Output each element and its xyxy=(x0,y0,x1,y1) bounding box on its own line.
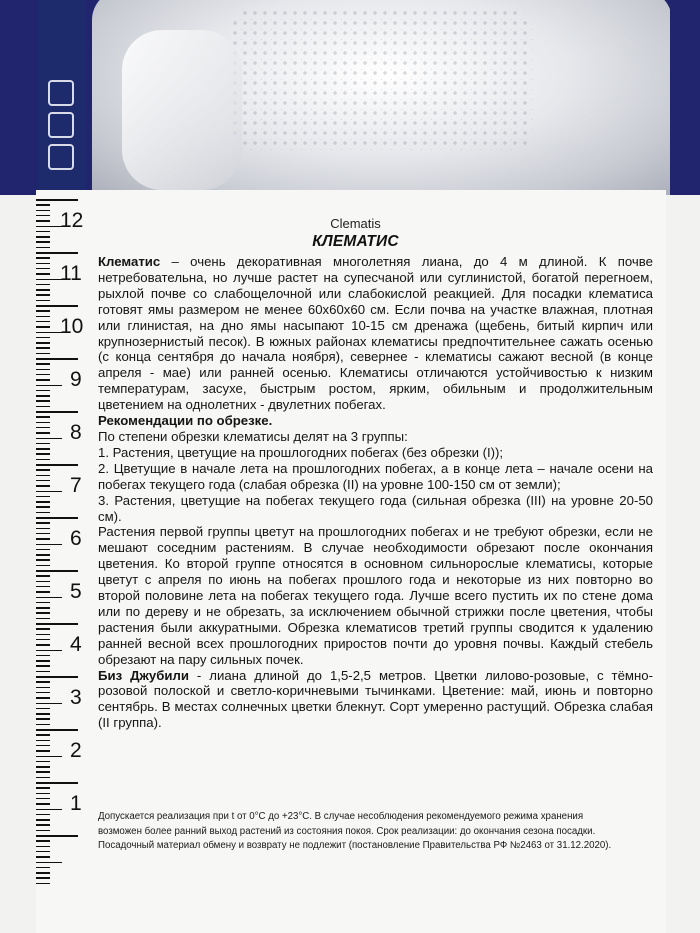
ruler-tick xyxy=(36,263,50,265)
ruler-tick xyxy=(36,612,50,614)
ruler-tick xyxy=(36,506,50,508)
ruler-tick xyxy=(36,332,62,334)
ruler-tick xyxy=(36,787,50,789)
ruler-tick xyxy=(36,321,50,323)
notice-line: Допускается реализация при t от 0°С до +23°С. В случае несоблюдения рекомендуемого режима хранения xyxy=(98,811,584,822)
ruler-tick xyxy=(36,469,50,471)
ruler-tick xyxy=(36,877,50,879)
package-icon xyxy=(48,144,74,170)
ruler-tick xyxy=(36,522,50,524)
ruler-tick xyxy=(36,793,50,795)
ruler-tick xyxy=(36,342,50,344)
ruler-tick xyxy=(36,761,50,763)
ruler-tick xyxy=(36,665,50,667)
ruler-tick xyxy=(36,400,50,402)
ruler-tick xyxy=(36,395,50,397)
package-edge xyxy=(670,0,700,195)
ruler-tick xyxy=(36,703,62,705)
ruler-tick xyxy=(36,835,78,837)
ruler-tick xyxy=(36,273,50,275)
ruler-label: 6 xyxy=(70,527,82,550)
ruler-tick xyxy=(36,210,50,212)
ruler-tick xyxy=(36,862,62,864)
ruler-tick xyxy=(36,724,50,726)
ruler-tick xyxy=(36,766,50,768)
ruler-tick xyxy=(36,427,50,429)
ruler-tick xyxy=(36,840,50,842)
ruler-tick xyxy=(36,448,50,450)
ruler-tick xyxy=(36,310,50,312)
ruler-tick xyxy=(36,771,50,773)
ruler-tick xyxy=(36,639,50,641)
ruler-tick xyxy=(36,411,78,413)
ruler-tick xyxy=(36,491,62,493)
ruler-tick xyxy=(36,390,50,392)
ruler-tick xyxy=(36,718,50,720)
ruler-tick xyxy=(36,279,62,281)
ruler-tick xyxy=(36,814,50,816)
ruler-tick xyxy=(36,597,62,599)
ruler-tick xyxy=(36,681,50,683)
ruler-tick xyxy=(36,284,50,286)
ruler-tick xyxy=(36,872,50,874)
ruler-tick xyxy=(36,316,50,318)
ruler-tick xyxy=(36,782,78,784)
ruler-tick xyxy=(36,851,50,853)
ruler-tick xyxy=(36,830,50,832)
ruler-tick xyxy=(36,305,78,307)
variety-paragraph xyxy=(98,668,653,732)
ruler-tick xyxy=(36,671,50,673)
ruler-tick xyxy=(36,655,50,657)
ruler-tick xyxy=(36,268,50,270)
page-title: КЛЕМАТИС xyxy=(312,233,399,250)
ruler-tick xyxy=(36,347,50,349)
ruler-tick xyxy=(36,432,50,434)
pruning-heading-text: Рекомендации по обрезке. xyxy=(98,413,273,429)
ruler-tick xyxy=(36,326,50,328)
ruler-tick xyxy=(36,369,50,371)
ruler-tick xyxy=(36,644,50,646)
ruler-tick xyxy=(36,687,50,689)
ruler-tick xyxy=(36,204,50,206)
ruler-tick xyxy=(36,220,50,222)
centimeter-ruler xyxy=(36,195,96,885)
ruler-tick xyxy=(36,777,50,779)
ruler-label: 2 xyxy=(70,739,82,762)
ruler-tick xyxy=(36,602,50,604)
ruler-tick xyxy=(36,416,50,418)
ruler-tick xyxy=(36,549,50,551)
ruler-tick xyxy=(36,623,78,625)
ruler-tick xyxy=(36,697,50,699)
ruler-tick xyxy=(36,236,50,238)
ruler-tick xyxy=(36,374,50,376)
ruler-tick xyxy=(36,856,50,858)
ruler-tick xyxy=(36,628,50,630)
ruler-tick xyxy=(36,353,50,355)
ruler-tick xyxy=(36,443,50,445)
ruler-tick xyxy=(36,379,50,381)
notice-line: возможен более ранний выход растений из состояния покоя. Срок реализации: до окончания сезона посадки. xyxy=(98,825,596,837)
ruler-tick xyxy=(36,713,50,715)
ruler-tick xyxy=(36,512,50,514)
ruler-label: 3 xyxy=(70,686,82,709)
ruler-tick xyxy=(36,544,62,546)
ruler-tick xyxy=(36,554,50,556)
intro-text: – очень декоративная многолетняя лиана, до 4 м длиной. К почве нетребовательна, но лучше растет на супесчаной или суглинистой, богатой перегноем, рыхлой почве со слабощелочной или слабокислой реакцией. Для посадки клематиса готовят ямы размером не менее 60х60х60 см. Если почва на участке влажная, плотная или глинистая, на дно ямы насыпают 10-15 см дренажа (щебень, битый кирпич или крупнозернистый песок). В южных районах клематисы предпочтительнее сажать осенью (с конца сентября до начала ноября), севернее - клематисы сажают весной (в конце апреля - мае) или ранней осенью. Клематисы отличаются устойчивостью к низким температурам, засухе, быстрым ростом, ярким, обильным и продолжительным цветением на однолетних - двулетних побегах. xyxy=(98,254,653,413)
ruler-tick xyxy=(36,745,50,747)
ruler-tick xyxy=(36,480,50,482)
label-content xyxy=(98,216,653,731)
ruler-tick xyxy=(36,618,50,620)
ruler-tick xyxy=(36,729,78,731)
ruler-tick xyxy=(36,676,78,678)
ruler-label: 4 xyxy=(70,633,82,656)
ruler-label: 9 xyxy=(70,368,82,391)
ruler-label: 1 xyxy=(70,792,82,815)
pruning-group: 1. Растения, цветущие на прошлогодних побегах (без обрезки (I)); xyxy=(98,444,504,460)
pruning-group: 2. Цветущие в начале лета на прошлогодних побегах, а в конце лета – начале осени на побегах текущего года (слабая обрезка (II) на уровне 100-150 см от земли); xyxy=(98,460,653,492)
ruler-tick xyxy=(36,708,50,710)
latin-name: Clematis xyxy=(330,216,381,231)
ruler-tick xyxy=(36,247,50,249)
ruler-tick xyxy=(36,756,62,758)
pruning-group: 3. Растения, цветущие на побегах текущего года (сильная обрезка (III) на уровне 20-50 см). xyxy=(98,492,653,524)
ruler-tick xyxy=(36,422,50,424)
ruler-tick xyxy=(36,459,50,461)
pruning-heading xyxy=(98,413,653,429)
ruler-tick xyxy=(36,464,78,466)
packaging-photo xyxy=(0,0,700,195)
ruler-tick xyxy=(36,358,78,360)
ruler-label: 5 xyxy=(70,580,82,603)
ruler-tick xyxy=(36,215,50,217)
ruler-label: 8 xyxy=(70,421,82,444)
ruler-tick xyxy=(36,824,50,826)
ruler-tick xyxy=(36,475,50,477)
notice-line: Посадочный материал обмену и возврату не подлежит (постановление Правительства РФ №2463 от 31.12.2020). xyxy=(98,840,612,852)
ruler-tick xyxy=(36,363,50,365)
ruler-tick xyxy=(36,528,50,530)
ruler-tick xyxy=(36,798,50,800)
ruler-label: 11 xyxy=(60,262,82,285)
ruler-tick xyxy=(36,294,50,296)
plant-name: Клематис xyxy=(98,254,161,269)
ruler-tick xyxy=(36,660,50,662)
ruler-tick xyxy=(36,692,50,694)
ruler-tick xyxy=(36,257,50,259)
variety-text: - лиана длиной до 1,5-2,5 метров. Цветки лилово-розовые, с тёмно-розовой полоской и светло-коричневыми тычинками. Цветение: май, июнь и повторно сентябрь. В местах солнечных цветки блекнут. Сорт умеренно растущий. Обрезка слабая (II группа). xyxy=(98,667,653,731)
ruler-tick xyxy=(36,734,50,736)
ruler-tick xyxy=(36,385,62,387)
ruler-tick xyxy=(36,883,50,885)
storage-notice xyxy=(98,810,658,854)
ruler-label: 10 xyxy=(60,315,84,338)
package-icon xyxy=(48,80,74,106)
ruler-tick xyxy=(36,300,50,302)
ruler-tick xyxy=(36,406,50,408)
ruler-tick xyxy=(36,570,78,572)
ruler-tick xyxy=(36,559,50,561)
intro-paragraph xyxy=(98,254,653,413)
ruler-tick xyxy=(36,453,50,455)
ruler-tick xyxy=(36,586,50,588)
pruning-lead: По степени обрезки клематисы делят на 3 группы: xyxy=(98,428,408,444)
ruler-tick xyxy=(36,846,50,848)
description-text xyxy=(98,254,653,731)
ruler-tick xyxy=(36,199,78,201)
ruler-tick xyxy=(36,438,62,440)
pruning-text: Растения первой группы цветут на прошлогодних побегах и не требуют обрезки, если не мешают соседним растениям. В случае необходимости обрезают после окончания цветения. Ко второй группе относятся в основном сильнорослые клематисы, которые цветут с апреля по июнь на побегах прошлого года и некоторые из них повторно во второй половине лета на побегах текущего года. Лучше всего пустить их по стене дома или по дереву и не обрезать, за исключением обычной стрижки после цветения, чтобы растения были аккуратными. Обрезка клематисов третий группы сводится к удалению ранней весной всех прошлогодних приростов почти до уровня почвы. Каждый стебель обрезают на пару сильных почек. xyxy=(98,524,653,667)
ruler-tick xyxy=(36,517,78,519)
ruler-tick xyxy=(36,533,50,535)
ruler-tick xyxy=(36,231,50,233)
ruler-tick xyxy=(36,538,50,540)
ruler-tick xyxy=(36,289,50,291)
ruler-tick xyxy=(36,485,50,487)
ruler-tick xyxy=(36,565,50,567)
ruler-tick xyxy=(36,501,50,503)
ruler-tick xyxy=(36,337,50,339)
ruler-tick xyxy=(36,241,50,243)
ruler-tick xyxy=(36,750,50,752)
variety-name: Биз Джубили xyxy=(98,667,189,683)
ruler-tick xyxy=(36,581,50,583)
plastic-bag-image xyxy=(92,0,672,195)
package-icon xyxy=(48,112,74,138)
ruler-tick xyxy=(36,575,50,577)
ruler-tick xyxy=(36,607,50,609)
ruler-tick xyxy=(36,819,50,821)
ruler-label: 7 xyxy=(70,474,82,497)
ruler-tick xyxy=(36,591,50,593)
ruler-tick xyxy=(36,634,50,636)
ruler-tick xyxy=(36,252,78,254)
ruler-label: 12 xyxy=(60,209,84,232)
ruler-tick xyxy=(36,867,50,869)
ruler-tick xyxy=(36,809,62,811)
ruler-tick xyxy=(36,650,62,652)
ruler-tick xyxy=(36,496,50,498)
ruler-tick xyxy=(36,803,50,805)
ruler-tick xyxy=(36,740,50,742)
